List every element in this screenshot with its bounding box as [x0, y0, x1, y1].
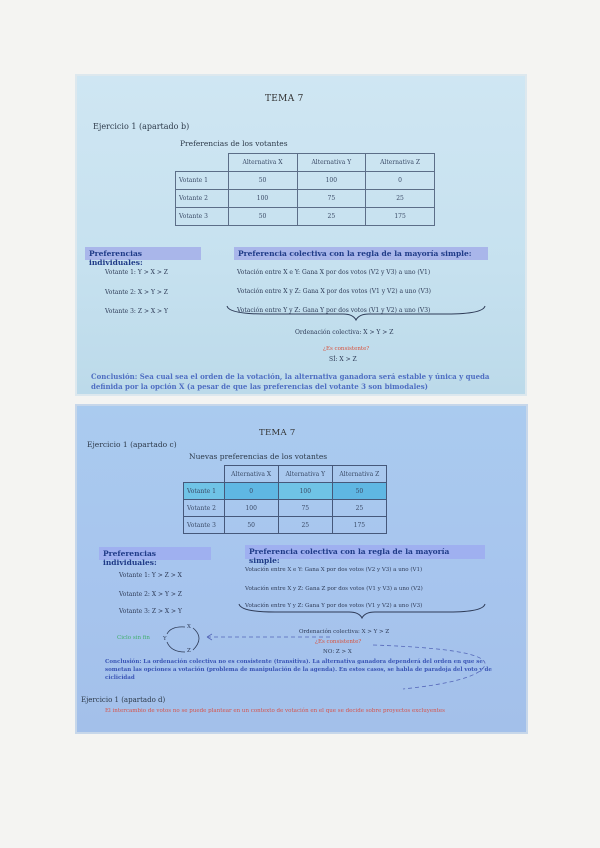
collective-vote: Votación entre X y Z: Gana X por dos votos (V1 y V2) a uno (V3) [237, 288, 432, 295]
row-label: Votante 2 [184, 500, 225, 517]
table-cell: 100 [278, 483, 332, 500]
conclusion-text: Conclusión: La ordenación colectiva no es consistente (transitiva). La alternativa ganadora dependerá del orden en que se sometan las opciones a votación (problema de manipulación de la agenda). En estos casos, se habla de paradoja del voto y de ciclicidad [105, 659, 492, 681]
consistency-question: ¿Es consistente? [315, 639, 362, 645]
table-cell: 100 [228, 190, 297, 208]
table-cell: 0 [366, 172, 435, 190]
slide-title: TEMA 7 [265, 94, 304, 104]
collective-vote: Votación entre Y y Z: Gana Y por dos votos (V1 y V2) a uno (V3) [237, 307, 431, 314]
exercise-heading: Ejercicio 1 (apartado c) [87, 440, 177, 449]
table-cell: 25 [297, 208, 366, 226]
row-label: Votante 2 [176, 190, 229, 208]
table-cell: 50 [224, 517, 278, 534]
table-cell: 175 [366, 208, 435, 226]
preferences-table [183, 465, 387, 534]
collective-preference-heading: Preferencia colectiva con la regla de la mayoría simple: [245, 545, 485, 559]
table-caption: Nuevas preferencias de los votantes [189, 452, 328, 461]
table-cell: 75 [297, 190, 366, 208]
individual-preference: Votante 1: Y > Z > X [119, 572, 182, 579]
table-cell: 75 [278, 500, 332, 517]
table-header-row [176, 154, 435, 172]
individual-preference: Votante 2: X > Y > Z [119, 591, 182, 598]
table-cell: 25 [366, 190, 435, 208]
exercise-d-heading: Ejercicio 1 (apartado d) [81, 696, 166, 704]
row-label: Votante 3 [184, 517, 225, 534]
collective-preference-heading: Preferencia colectiva con la regla de la mayoría simple: [234, 247, 488, 260]
cycle-label: Ciclo sin fin [117, 635, 150, 641]
consistency-question: ¿Es consistente? [323, 346, 370, 352]
table-row [176, 190, 435, 208]
table-header-row [184, 466, 387, 483]
table-row [184, 500, 387, 517]
individual-preference: Votante 2: X > Y > Z [105, 289, 168, 296]
collective-vote: Votación entre Y y Z: Gana Y por dos votos (V1 y V2) a uno (V3) [245, 603, 423, 609]
column-header: Alternativa Z [366, 154, 435, 172]
preferences-table [175, 153, 435, 226]
consistency-answer: NO: Z > X [323, 649, 352, 655]
column-header: Alternativa X [224, 466, 278, 483]
column-header: Alternativa X [228, 154, 297, 172]
conclusion-text: Conclusión: Sea cual sea el orden de la votación, la alternativa ganadora será estable y única y queda definida por la opción X (a pesar de que las preferencias del votante 3 son bimodales) [91, 372, 490, 391]
slide-apartado-c [75, 404, 528, 734]
table-cell: 175 [332, 517, 386, 534]
slide-title: TEMA 7 [259, 428, 296, 438]
individual-preference: Votante 3: Z > X > Y [105, 308, 168, 315]
row-label: Votante 3 [176, 208, 229, 226]
table-corner [184, 466, 225, 483]
table-cell: 25 [278, 517, 332, 534]
individual-preferences-heading: Preferencias individuales: [85, 247, 201, 260]
column-header: Alternativa Y [278, 466, 332, 483]
collective-ordering: Ordenación colectiva: X > Y > Z [299, 629, 390, 635]
table-row [184, 517, 387, 534]
row-label: Votante 1 [184, 483, 225, 500]
individual-preference: Votante 1: Y > X > Z [105, 269, 168, 276]
table-cell: 25 [332, 500, 386, 517]
collective-vote: Votación entre X y Z: Gana Z por dos votos (V1 y V3) a uno (V2) [245, 586, 423, 592]
collective-vote: Votación entre X e Y: Gana X por dos votos (V2 y V3) a uno (V1) [237, 269, 431, 276]
consistency-answer: SÍ: X > Z [329, 356, 357, 363]
table-cell: 100 [297, 172, 366, 190]
cycle-node-y: Y [163, 636, 167, 642]
exercise-d-text: El intercambio de votos no se puede plantear en un contexto de votación en el que se decide sobre proyectos excluyentes [105, 708, 445, 714]
table-cell: 100 [224, 500, 278, 517]
cycle-node-x: X [187, 624, 191, 630]
slide-apartado-b [75, 74, 527, 396]
table-cell: 50 [332, 483, 386, 500]
table-cell: 50 [228, 172, 297, 190]
column-header: Alternativa Z [332, 466, 386, 483]
table-cell: 50 [228, 208, 297, 226]
collective-vote: Votación entre X e Y: Gana X por dos votos (V2 y V3) a uno (V1) [245, 567, 423, 573]
individual-preferences-heading: Preferencias individuales: [99, 547, 211, 560]
table-corner [176, 154, 229, 172]
cycle-node-z: Z [187, 648, 191, 654]
collective-ordering: Ordenación colectiva: X > Y > Z [295, 329, 394, 336]
table-row [176, 208, 435, 226]
curly-brace-icon [237, 602, 487, 620]
row-label: Votante 1 [176, 172, 229, 190]
individual-preference: Votante 3: Z > X > Y [119, 608, 182, 615]
table-row-highlighted [184, 483, 387, 500]
exercise-heading: Ejercicio 1 (apartado b) [93, 122, 190, 131]
curly-brace-icon [225, 304, 487, 322]
column-header: Alternativa Y [297, 154, 366, 172]
table-caption: Preferencias de los votantes [180, 139, 288, 148]
table-row [176, 172, 435, 190]
table-cell: 0 [224, 483, 278, 500]
